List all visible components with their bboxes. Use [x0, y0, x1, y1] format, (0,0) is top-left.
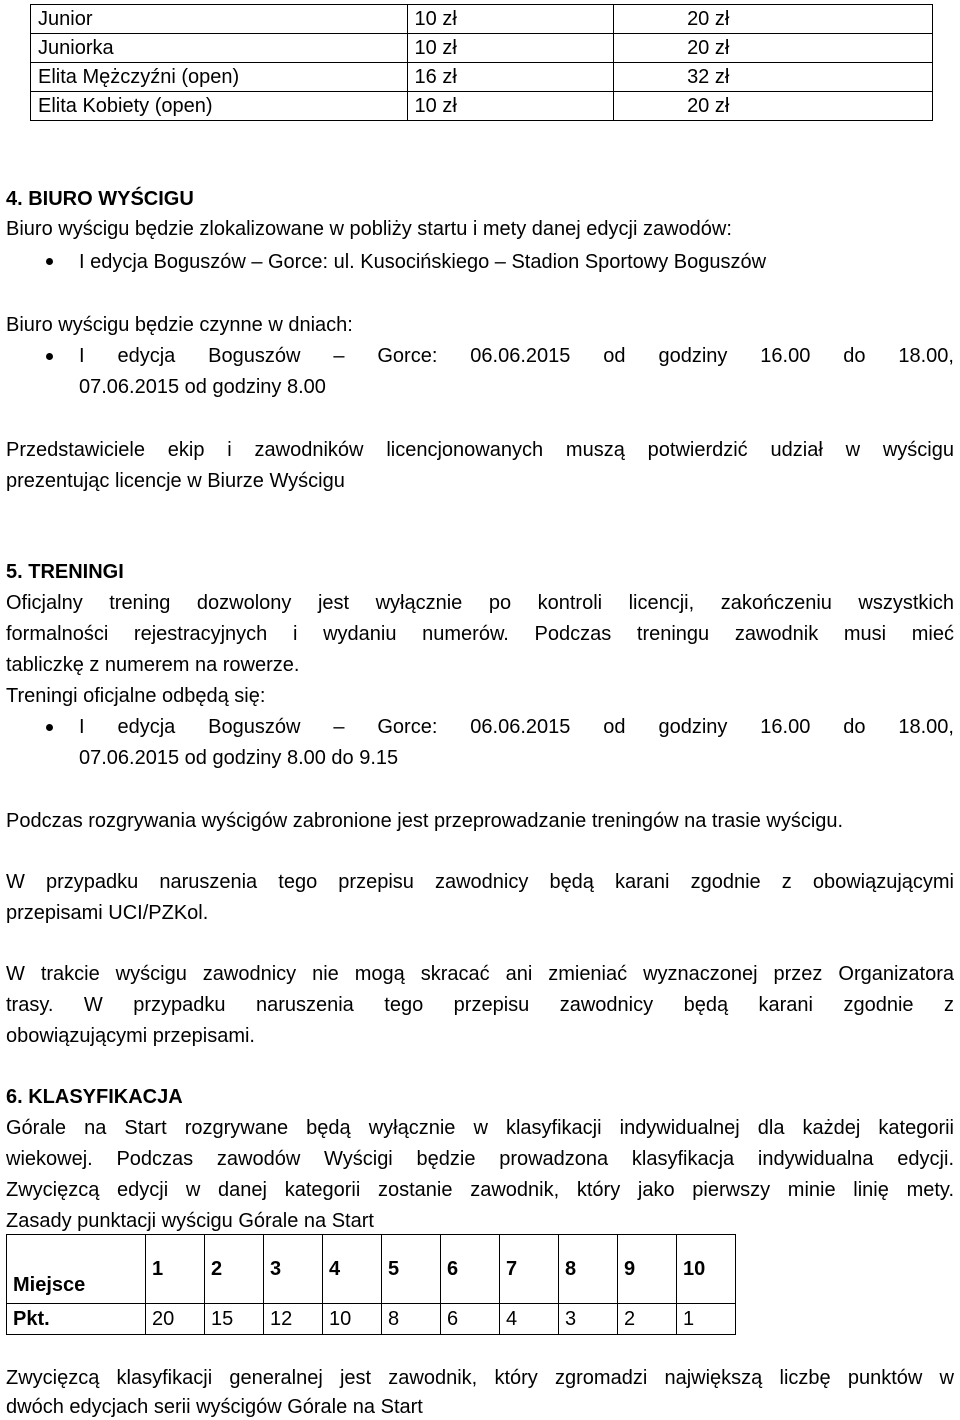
place-header: Miejsce — [7, 1235, 146, 1304]
office-hours-item-line1: I edycja Boguszów – Gorce: 06.06.2015 od godziny 16.00 do 18.00, — [79, 345, 954, 367]
points-cell: 4 — [500, 1304, 559, 1335]
scoring-rules-heading: Zasady punktacji wyścigu Górale na Start — [6, 1210, 374, 1232]
penalty-paragraph-line1: W przypadku naruszenia tego przepisu zawodnicy będą karani zgodnie z obowiązującymi — [6, 871, 954, 893]
section-4-intro: Biuro wyścigu będzie zlokalizowane w pobliży startu i mety danej edycji zawodów: — [6, 218, 732, 240]
office-location-item: I edycja Boguszów – Gorce: ul. Kusocińskiego – Stadion Sportowy Boguszów — [79, 251, 767, 273]
points-cell: 20 — [146, 1304, 205, 1335]
fee-table — [30, 4, 933, 121]
points-cell: 2 — [618, 1304, 677, 1335]
office-hours-item-line2: 07.06.2015 od godziny 8.00 — [79, 376, 326, 398]
route-paragraph-line3: obowiązującymi przepisami. — [6, 1025, 255, 1047]
fee-row — [31, 34, 933, 63]
office-hours-intro: Biuro wyścigu będzie czynne w dniach: — [6, 314, 353, 336]
fee-category-cell: Junior — [31, 5, 408, 34]
section-6-title: 6. KLASYFIKACJA — [6, 1086, 183, 1108]
fee-early-cell: 10 zł — [407, 5, 614, 34]
points-cell: 10 — [323, 1304, 382, 1335]
training-schedule-intro: Treningi oficjalne odbędą się: — [6, 685, 266, 707]
bullet-icon — [46, 258, 53, 265]
route-paragraph-line2: trasy. W przypadku naruszenia tego przepisu zawodnicy będą karani zgodnie z — [6, 994, 954, 1016]
place-cell: 7 — [500, 1235, 559, 1304]
training-schedule-item-line1: I edycja Boguszów – Gorce: 06.06.2015 od godziny 16.00 do 18.00, — [79, 716, 954, 738]
place-cell: 8 — [559, 1235, 618, 1304]
bullet-icon — [46, 353, 53, 360]
place-cell: 4 — [323, 1235, 382, 1304]
fee-early-cell: 16 zł — [407, 63, 614, 92]
fee-category-cell: Elita Mężczyźni (open) — [31, 63, 408, 92]
bullet-icon — [46, 724, 53, 731]
fee-row — [31, 92, 933, 121]
training-ban-paragraph: Podczas rozgrywania wyścigów zabronione jest przeprowadzanie treningów na trasie wyścigu. — [6, 810, 844, 832]
points-cell: 3 — [559, 1304, 618, 1335]
confirmation-paragraph-line1: Przedstawiciele ekip i zawodników licencjonowanych muszą potwierdzić udział w wyścigu — [6, 439, 954, 461]
place-cell: 5 — [382, 1235, 441, 1304]
fee-late-cell: 32 zł — [614, 63, 933, 92]
fee-category-cell: Juniorka — [31, 34, 408, 63]
points-cell: 15 — [205, 1304, 264, 1335]
penalty-paragraph-line2: przepisami UCI/PZKol. — [6, 902, 209, 924]
route-paragraph-line1: W trakcie wyścigu zawodnicy nie mogą skracać ani zmieniać wyznaczonej przez Organizatora — [6, 963, 954, 985]
fee-late-cell: 20 zł — [614, 34, 933, 63]
general-classification-line2: dwóch edycjach serii wyścigów Górale na Start — [6, 1396, 423, 1418]
place-cell: 3 — [264, 1235, 323, 1304]
confirmation-paragraph-line2: prezentując licencje w Biurze Wyścigu — [6, 470, 345, 492]
points-table — [6, 1234, 736, 1335]
points-cell: 1 — [677, 1304, 736, 1335]
fee-late-cell: 20 zł — [614, 92, 933, 121]
place-cell: 10 — [677, 1235, 736, 1304]
points-header: Pkt. — [7, 1304, 146, 1335]
classification-paragraph-line3: Zwycięzcą edycji w danej kategorii zostanie zawodnik, który jako pierwszy minie linię mety. — [6, 1179, 954, 1201]
section-4-title: 4. BIURO WYŚCIGU — [6, 188, 194, 210]
points-cell: 6 — [441, 1304, 500, 1335]
place-cell: 1 — [146, 1235, 205, 1304]
place-cell: 6 — [441, 1235, 500, 1304]
fee-late-cell: 20 zł — [614, 5, 933, 34]
section-5-title: 5. TRENINGI — [6, 561, 124, 583]
training-paragraph-line2: formalności rejestracyjnych i wydaniu numerów. Podczas treningu zawodnik musi mieć — [6, 623, 954, 645]
fee-row — [31, 5, 933, 34]
fee-row — [31, 63, 933, 92]
points-cell: 8 — [382, 1304, 441, 1335]
classification-paragraph-line2: wiekowej. Podczas zawodów Wyścigi będzie prowadzona klasyfikacja indywidualna edycji. — [6, 1148, 954, 1170]
classification-paragraph-line1: Górale na Start rozgrywane będą wyłącznie w klasyfikacji indywidualnej dla każdej kategorii — [6, 1117, 954, 1139]
training-paragraph-line1: Oficjalny trening dozwolony jest wyłącznie po kontroli licencji, zakończeniu wszystkich — [6, 592, 954, 614]
place-cell: 2 — [205, 1235, 264, 1304]
fee-early-cell: 10 zł — [407, 92, 614, 121]
points-cell: 12 — [264, 1304, 323, 1335]
training-schedule-item-line2: 07.06.2015 od godziny 8.00 do 9.15 — [79, 747, 399, 769]
fee-early-cell: 10 zł — [407, 34, 614, 63]
fee-category-cell: Elita Kobiety (open) — [31, 92, 408, 121]
training-paragraph-line3: tabliczkę z numerem na rowerze. — [6, 654, 300, 676]
general-classification-line1: Zwycięzcą klasyfikacji generalnej jest zawodnik, który zgromadzi największą liczbę punktów w — [6, 1367, 954, 1389]
place-cell: 9 — [618, 1235, 677, 1304]
